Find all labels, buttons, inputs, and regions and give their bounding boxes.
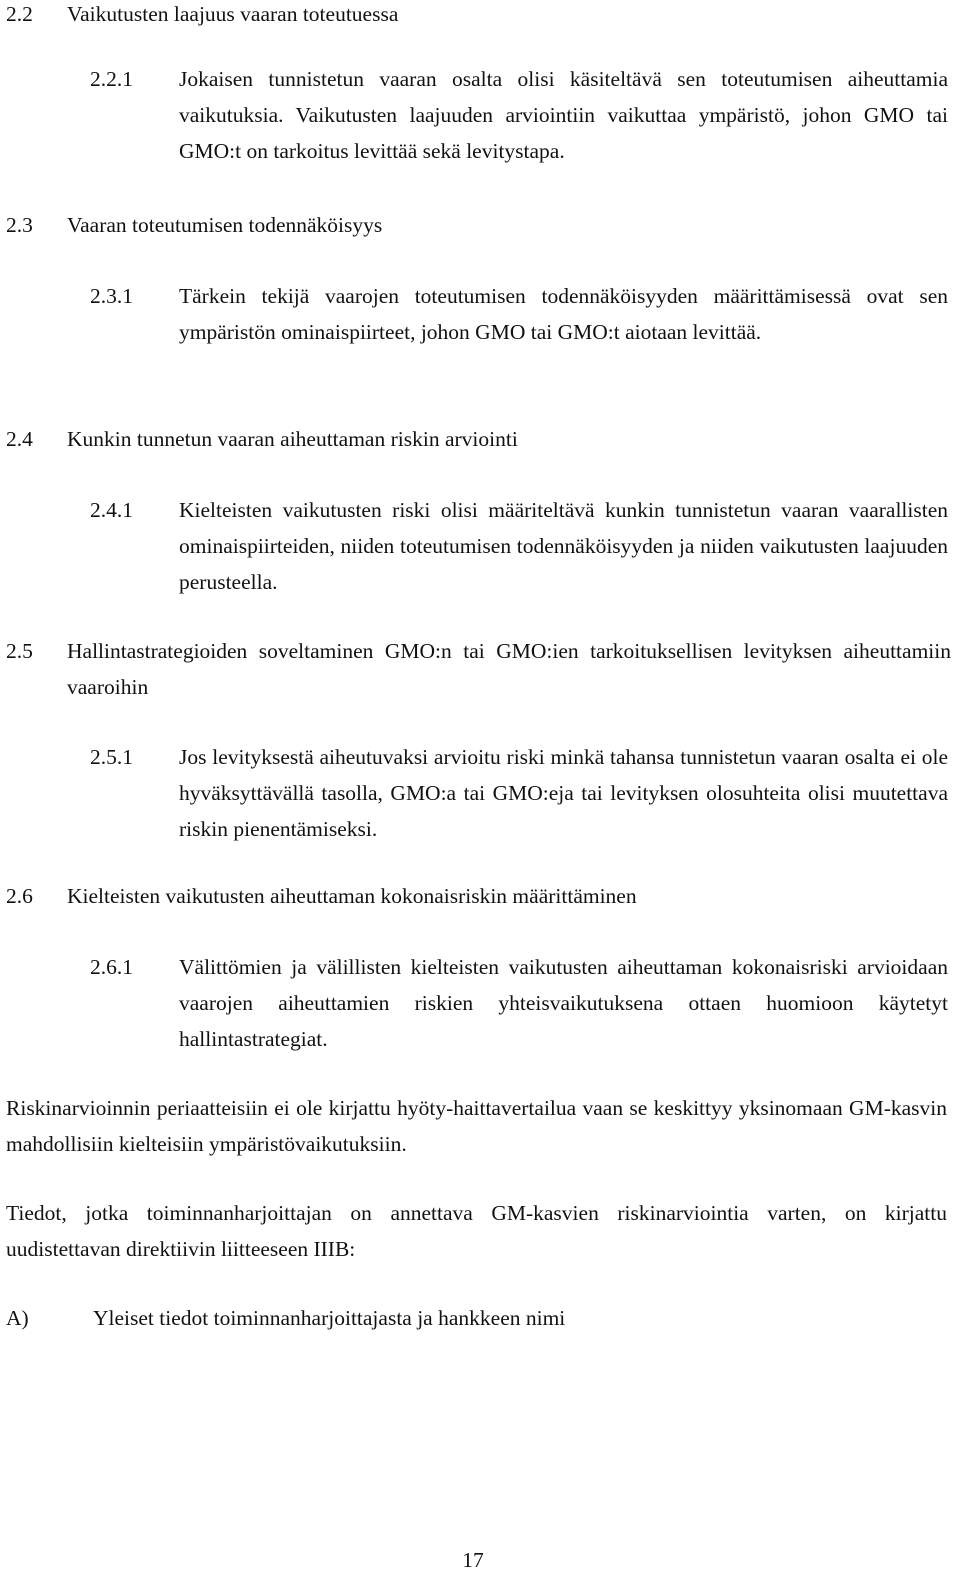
subsection-2-3-1 — [90, 278, 948, 350]
section-heading-2-4 — [6, 421, 951, 457]
section-heading-2-6 — [6, 878, 951, 914]
subsection-text: Tärkein tekijä vaarojen toteutumisen todennäköisyyden määrittämisessä ovat sen ympäristön ominaispiirteet, johon GMO tai GMO:t aiotaan levittää. — [179, 284, 948, 344]
subsection-2-4-1 — [90, 492, 948, 600]
subsection-number: 2.3.1 — [90, 284, 133, 308]
list-item-label: A) — [6, 1306, 29, 1330]
subsection-text: Kielteisten vaikutusten riski olisi määriteltävä kunkin tunnistetun vaaran vaarallisten ominaispiirteiden, niiden toteutumisen todennäköisyyden ja niiden vaikutusten laajuuden perusteella. — [179, 498, 948, 594]
subsection-number: 2.2.1 — [90, 67, 133, 91]
subsection-number: 2.4.1 — [90, 498, 133, 522]
subsection-text: Jokaisen tunnistetun vaaran osalta olisi käsiteltävä sen toteutumisen aiheuttamia vaikutuksia. Vaikutusten laajuuden arviointiin vaikuttaa ympäristö, johon GMO tai GMO:t on tarkoitus levittää sekä levitystapa. — [179, 67, 948, 163]
section-title: Kunkin tunnetun vaaran aiheuttaman riskin arviointi — [67, 427, 518, 451]
list-item-text: Yleiset tiedot toiminnanharjoittajasta ja hankkeen nimi — [93, 1306, 566, 1330]
section-number: 2.4 — [6, 427, 33, 451]
subsection-number: 2.6.1 — [90, 955, 133, 979]
section-number: 2.3 — [6, 213, 33, 237]
list-item-a — [6, 1300, 947, 1336]
section-title: Hallintastrategioiden soveltaminen GMO:n tai GMO:ien tarkoituksellisen levityksen aiheuttamiin vaaroihin — [67, 639, 951, 699]
subsection-2-6-1 — [90, 949, 948, 1057]
section-number: 2.5 — [6, 639, 33, 663]
subsection-2-5-1 — [90, 739, 948, 847]
subsection-2-2-1 — [90, 61, 948, 169]
subsection-text: Jos levityksestä aiheutuvaksi arvioitu riski minkä tahansa tunnistetun vaaran osalta ei ole hyväksyttävällä tasolla, GMO:a tai GMO:eja tai levityksen olosuhteita olisi muutettava riskin pienentämiseksi. — [179, 745, 948, 841]
section-heading-2-2 — [6, 0, 951, 32]
page-number: 17 — [462, 1548, 484, 1572]
section-title: Vaaran toteutumisen todennäköisyys — [67, 213, 383, 237]
subsection-number: 2.5.1 — [90, 745, 133, 769]
section-number: 2.6 — [6, 884, 33, 908]
body-paragraph-information: Tiedot, jotka toiminnanharjoittajan on annettava GM-kasvien riskinarviointia varten, on kirjattu uudistettavan direktiivin liitteeseen IIIB: — [6, 1201, 947, 1261]
body-paragraph-risk-principles: Riskinarvioinnin periaatteisiin ei ole kirjattu hyöty-haittavertailua vaan se keskittyy yksinomaan GM-kasvin mahdollisiin kielteisiin ympäristövaikutuksiin. — [6, 1096, 947, 1156]
section-heading-2-3 — [6, 207, 951, 243]
section-heading-2-5 — [6, 633, 951, 705]
section-title: Vaikutusten laajuus vaaran toteutuessa — [67, 2, 399, 26]
subsection-text: Välittömien ja välillisten kielteisten vaikutusten aiheuttaman kokonaisriski arvioidaan vaarojen aiheuttamien riskien yhteisvaikutuksena ottaen huomioon käytetyt hallintastrategiat. — [179, 955, 948, 1051]
section-number: 2.2 — [6, 2, 33, 26]
section-title: Kielteisten vaikutusten aiheuttaman kokonaisriskin määrittäminen — [67, 884, 637, 908]
